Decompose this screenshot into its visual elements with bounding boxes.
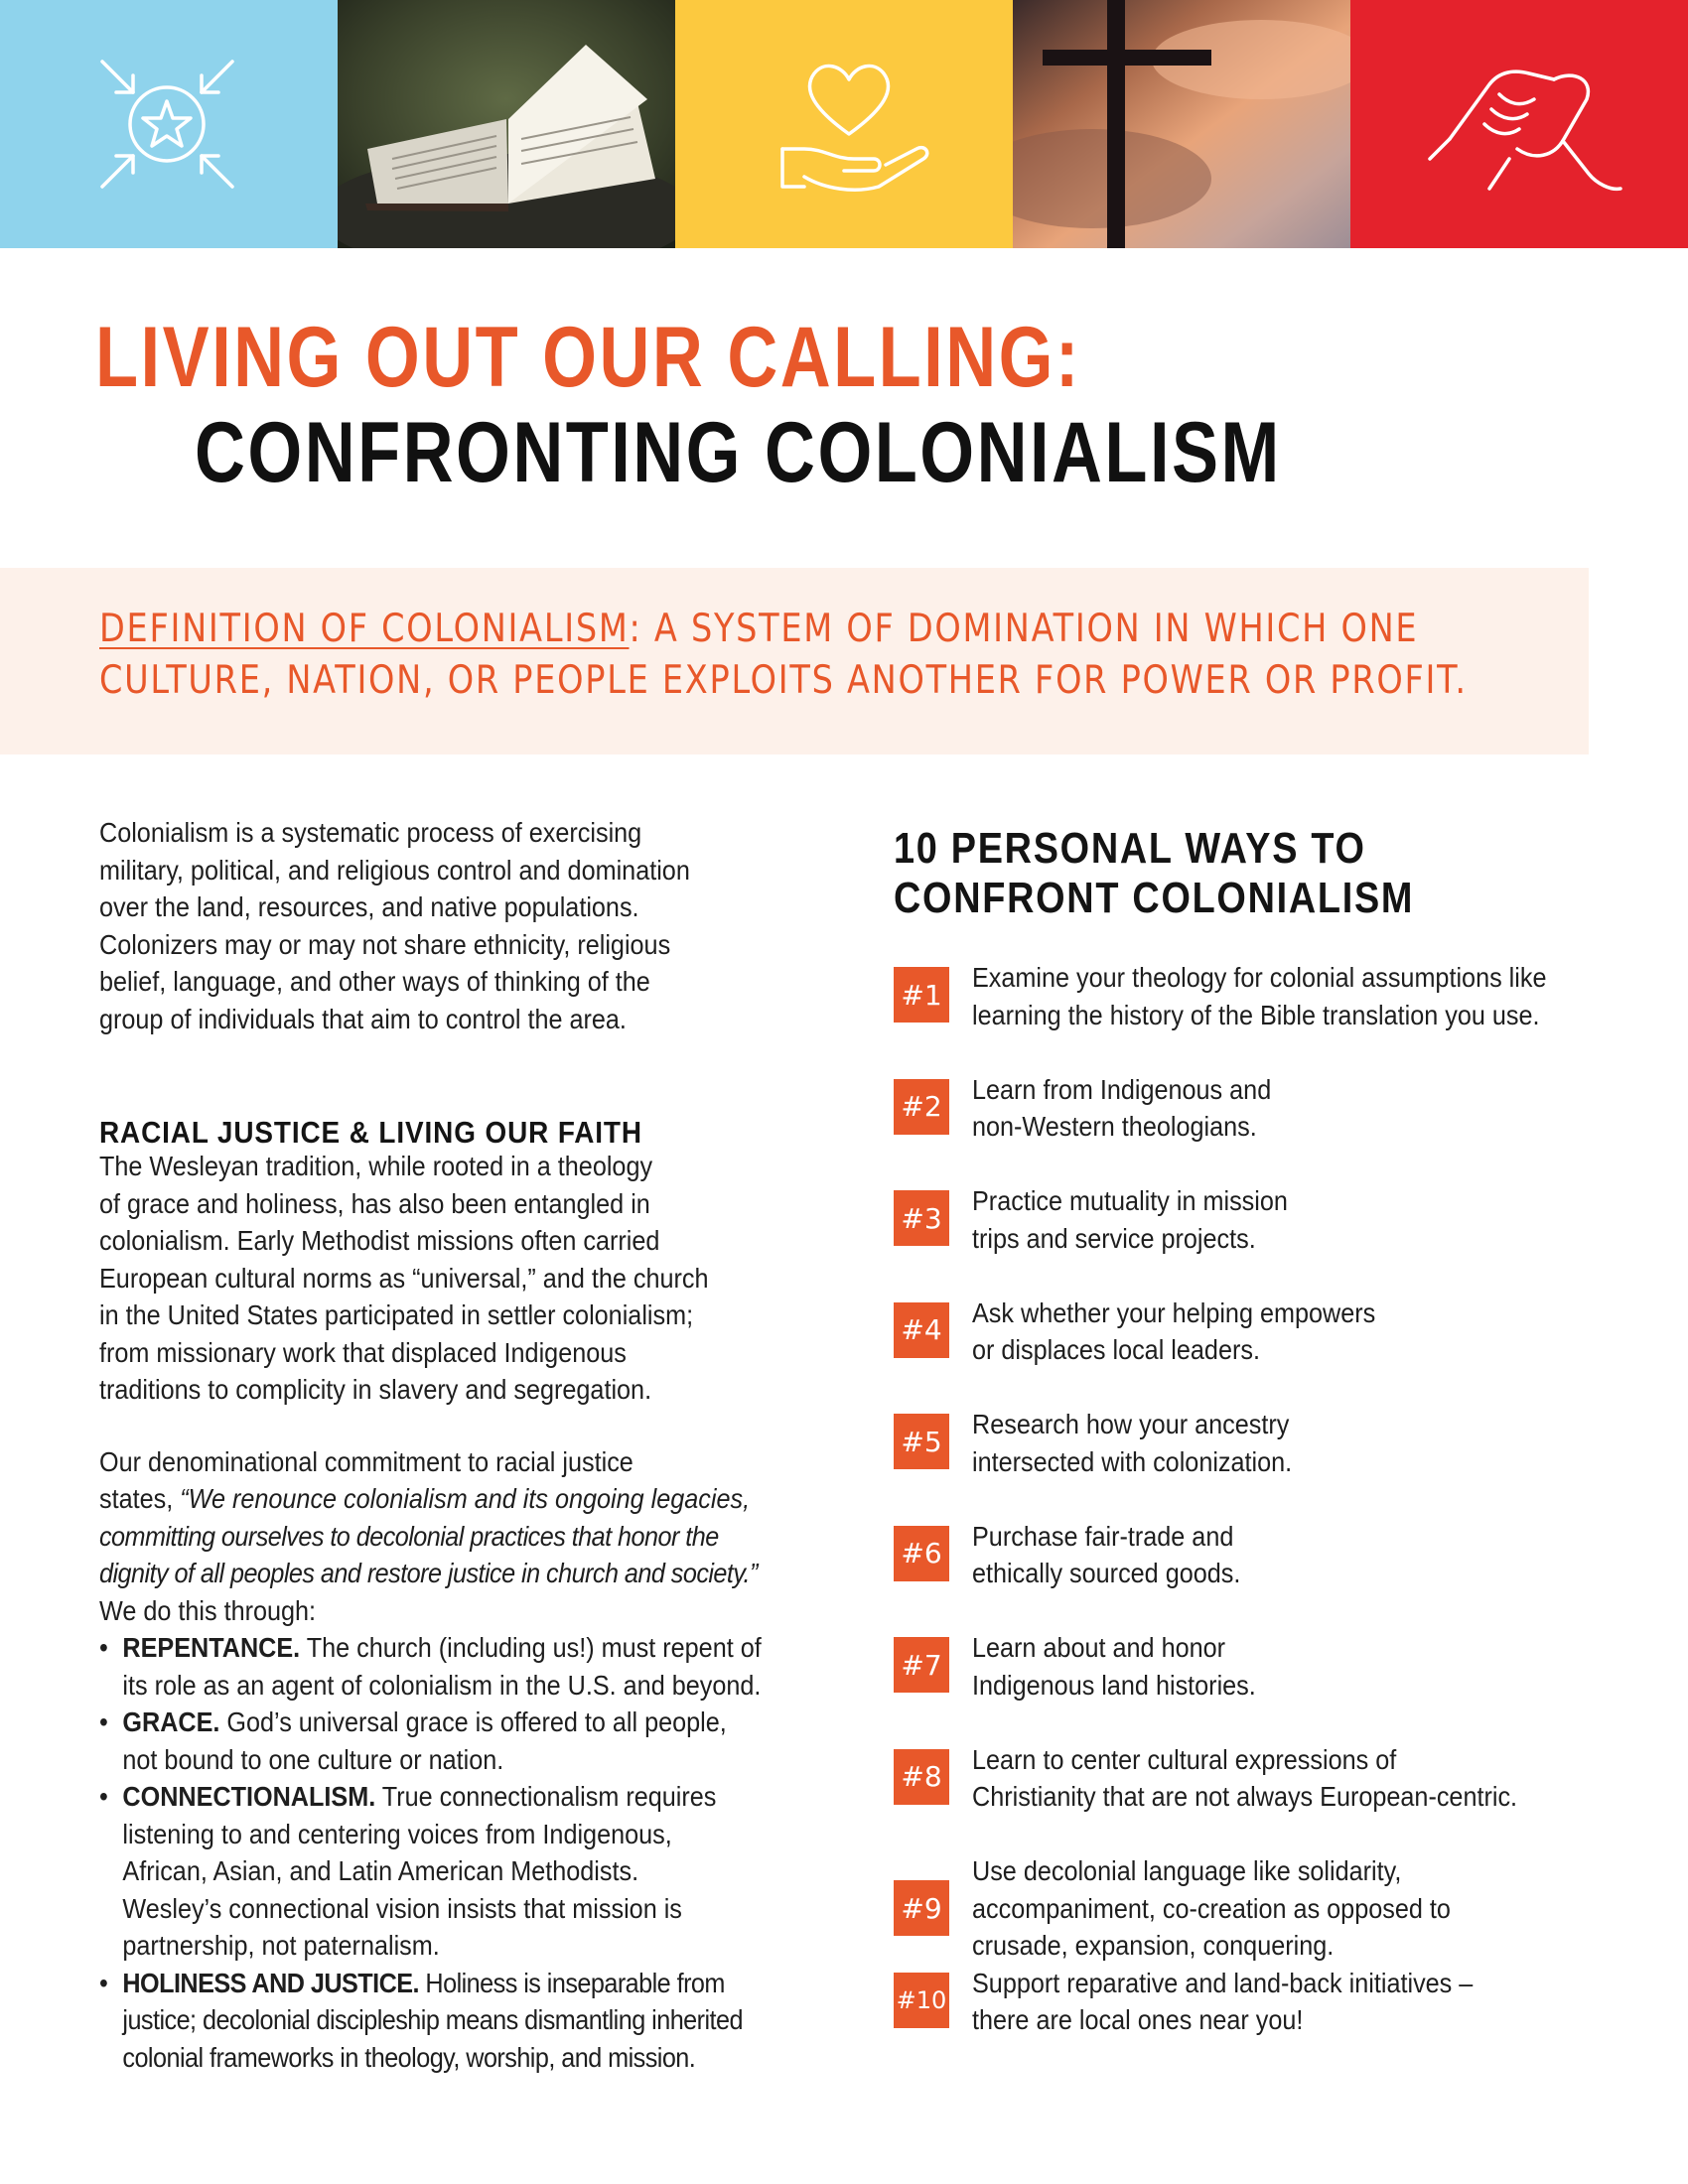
banner-tile-blue — [0, 0, 338, 248]
bullet-line: justice; decolonial discipleship means dismantling inherited — [122, 2004, 743, 2035]
way-item — [894, 1629, 1589, 1708]
way-item — [894, 1965, 1589, 2044]
way-number-badge: #8 — [894, 1749, 949, 1805]
way-text — [972, 1852, 1580, 1965]
definition-line-1 — [99, 604, 1419, 655]
banner-tile-red — [1350, 0, 1688, 248]
way-text — [972, 1965, 1580, 2039]
commitment-list-intro: We do this through: — [99, 1594, 317, 1626]
commitment-bullet — [99, 1629, 814, 1704]
page-title-line2: CONFRONTING COLONIALISM — [195, 405, 1282, 500]
bullet-line: its role as an agent of colonialism in the U.S. and beyond. — [122, 1669, 762, 1701]
way-item — [894, 1071, 1589, 1151]
bullet-line: Wesley’s connectional vision insists that mission is — [122, 1892, 682, 1924]
racial-justice-line: of grace and holiness, has also been entangled in — [99, 1187, 650, 1219]
commitment-lead-in: states, — [99, 1483, 181, 1514]
way-item — [894, 1295, 1589, 1374]
way-text-line: Indigenous land histories. — [972, 1669, 1256, 1701]
bullet-text: The church (including us!) must repent of — [300, 1632, 762, 1663]
racial-justice-line: in the United States participated in settler colonialism; — [99, 1299, 694, 1330]
bullet-line — [122, 1965, 814, 2002]
way-text — [972, 1629, 1580, 1704]
intro-line: Colonialism is a systematic process of exercising — [99, 817, 642, 848]
clasped-hands-icon — [1350, 0, 1688, 248]
cross-sunset-photo-art — [1013, 0, 1350, 248]
way-text-line: trips and service projects. — [972, 1222, 1256, 1254]
commitment-paragraph — [99, 1443, 814, 1630]
way-text-line: Ask whether your helping empowers — [972, 1297, 1376, 1328]
commitment-quote: “We renounce colonialism and its ongoing legacies, — [180, 1483, 751, 1514]
way-text — [972, 959, 1580, 1033]
way-number-badge: #5 — [894, 1414, 949, 1469]
bullet-line — [122, 1704, 814, 1741]
way-item — [894, 1741, 1589, 1821]
bullet-line: African, Asian, and Latin American Methodists. — [122, 1855, 639, 1886]
racial-justice-line: colonialism. Early Methodist missions often carried — [99, 1225, 660, 1256]
way-item — [894, 1518, 1589, 1597]
way-text-line: learning the history of the Bible translation you use. — [972, 999, 1540, 1030]
commitment-bullet — [99, 1704, 814, 1778]
way-text — [972, 1406, 1580, 1480]
way-number-badge: #1 — [894, 967, 949, 1023]
bullet-text: True connectionalism requires — [375, 1781, 717, 1812]
bullet-term: GRACE. — [122, 1706, 220, 1737]
bullet-dot: • — [99, 1632, 108, 1663]
way-text-line: intersected with colonization. — [972, 1445, 1293, 1477]
way-text-line: or displaces local leaders. — [972, 1334, 1260, 1365]
bullet-line — [122, 1778, 814, 1816]
commitment-quote: committing ourselves to decolonial practices that honor the — [99, 1520, 719, 1552]
way-text-line: Support reparative and land-back initiatives – — [972, 1967, 1474, 1998]
way-text-line: Use decolonial language like solidarity, — [972, 1855, 1402, 1886]
way-number-badge: #6 — [894, 1526, 949, 1581]
intro-paragraph — [99, 814, 814, 1037]
heart-in-hand-icon — [675, 0, 1013, 248]
bullet-line — [122, 1629, 814, 1667]
way-text — [972, 1295, 1580, 1369]
way-number-badge: #3 — [894, 1190, 949, 1246]
way-item — [894, 959, 1589, 1038]
ways-heading-line1: 10 PERSONAL WAYS TO — [894, 824, 1366, 873]
definition-line-2: CULTURE, NATION, OR PEOPLE EXPLOITS ANOTHER FOR POWER OR PROFIT. — [99, 658, 1468, 703]
bullet-term: HOLINESS AND JUSTICE. — [122, 1967, 419, 1998]
way-number-badge: #10 — [894, 1973, 949, 2028]
intro-line: Colonizers may or may not share ethnicity, religious — [99, 928, 671, 960]
racial-justice-line: European cultural norms as “universal,” and the church — [99, 1262, 709, 1294]
way-text — [972, 1071, 1580, 1146]
cross-sunset-photo — [1013, 0, 1350, 248]
commitment-quote: dignity of all peoples and restore justice in church and society.” — [99, 1558, 758, 1588]
way-text-line: Learn from Indigenous and — [972, 1073, 1272, 1105]
bullet-dot: • — [99, 1781, 108, 1812]
definition-term: DEFINITION OF COLONIALISM — [99, 607, 630, 651]
way-text — [972, 1741, 1580, 1816]
way-text-line: accompaniment, co-creation as opposed to — [972, 1892, 1451, 1924]
bullet-text: Holiness is inseparable from — [418, 1967, 725, 1998]
open-bible-photo — [338, 0, 675, 248]
star-in-circle-arrows-icon — [0, 0, 338, 248]
racial-justice-heading: RACIAL JUSTICE & LIVING OUR FAITH — [99, 1115, 642, 1150]
way-text-line: Examine your theology for colonial assumptions like — [972, 962, 1547, 993]
way-text-line: Learn to center cultural expressions of — [972, 1743, 1397, 1775]
way-number-badge: #9 — [894, 1880, 949, 1936]
way-number-badge: #7 — [894, 1637, 949, 1693]
way-number-badge: #2 — [894, 1079, 949, 1135]
commitment-bullet — [99, 1778, 814, 1965]
way-item — [894, 1182, 1589, 1262]
racial-justice-line: from missionary work that displaced Indigenous — [99, 1336, 627, 1368]
bullet-dot: • — [99, 1706, 108, 1737]
definition-line1-rest: : A SYSTEM OF DOMINATION IN WHICH ONE — [629, 607, 1419, 651]
racial-justice-line: traditions to complicity in slavery and segregation. — [99, 1374, 652, 1405]
way-item — [894, 1406, 1589, 1485]
bullet-line: not bound to one culture or nation. — [122, 1743, 504, 1775]
left-column — [99, 814, 814, 2076]
ways-heading — [894, 824, 1414, 923]
page-title-line1: LIVING OUT OUR CALLING: — [95, 310, 1081, 405]
way-text-line: Learn about and honor — [972, 1632, 1226, 1663]
bullet-term: REPENTANCE. — [122, 1632, 301, 1663]
definition-text — [99, 604, 1468, 707]
way-text-line: non-Western theologians. — [972, 1111, 1257, 1142]
commitment-line: Our denominational commitment to racial justice — [99, 1445, 633, 1477]
bullet-line: listening to and centering voices from Indigenous, — [122, 1818, 672, 1849]
way-text — [972, 1518, 1580, 1592]
racial-justice-paragraph — [99, 1148, 814, 1409]
way-text-line: Christianity that are not always European-centric. — [972, 1781, 1518, 1812]
way-text-line: crusade, expansion, conquering. — [972, 1930, 1335, 1961]
bullet-term: CONNECTIONALISM. — [122, 1781, 376, 1812]
commitment-bullet-list — [99, 1629, 814, 2076]
way-text-line: ethically sourced goods. — [972, 1558, 1241, 1588]
racial-justice-line: The Wesleyan tradition, while rooted in a theology — [99, 1151, 653, 1181]
header-banner — [0, 0, 1688, 248]
way-text-line: Practice mutuality in mission — [972, 1185, 1288, 1216]
commitment-bullet — [99, 1965, 814, 2077]
way-text-line: Purchase fair-trade and — [972, 1520, 1234, 1552]
way-text — [972, 1182, 1580, 1257]
banner-tile-yellow — [675, 0, 1013, 248]
way-text-line: there are local ones near you! — [972, 2004, 1304, 2035]
bullet-line: partnership, not paternalism. — [122, 1930, 440, 1961]
way-number-badge: #4 — [894, 1302, 949, 1358]
bullet-text: God’s universal grace is offered to all people, — [219, 1706, 727, 1737]
bullet-line: colonial frameworks in theology, worship, and mission. — [122, 2041, 696, 2073]
way-text-line: Research how your ancestry — [972, 1409, 1290, 1439]
bullet-dot: • — [99, 1967, 108, 1998]
ways-heading-line2: CONFRONT COLONIALISM — [894, 874, 1415, 922]
intro-line: group of individuals that aim to control the area. — [99, 1003, 627, 1034]
intro-line: belief, language, and other ways of thinking of the — [99, 966, 650, 997]
intro-line: over the land, resources, and native populations. — [99, 891, 639, 922]
way-item — [894, 1852, 1589, 1961]
commitment-line — [99, 1480, 814, 1518]
open-bible-photo-art — [338, 0, 675, 248]
intro-line: military, political, and religious control and domination — [99, 854, 690, 886]
